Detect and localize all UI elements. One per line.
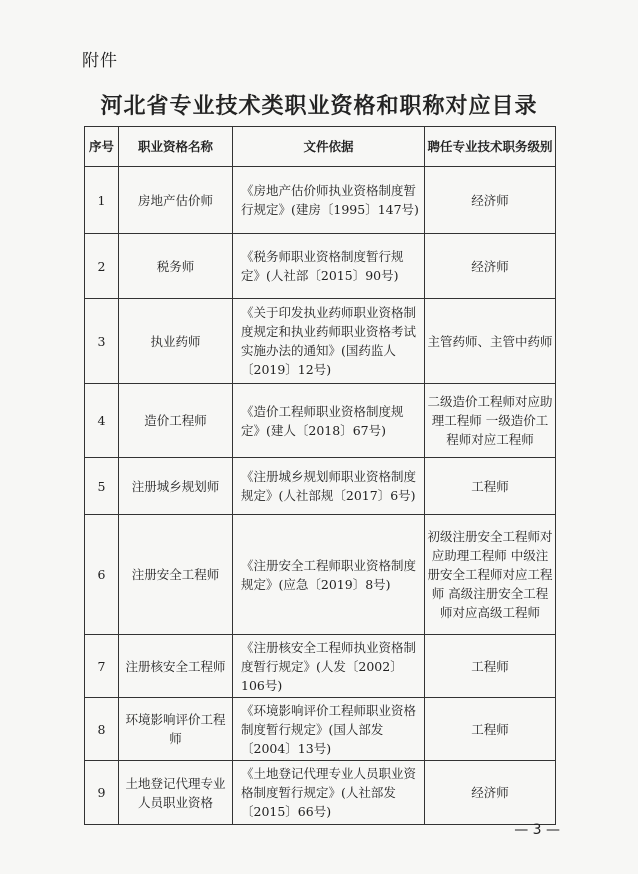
row-no: 6 [85,515,119,635]
row-doc: 《注册安全工程师职业资格制度规定》(应急〔2019〕8号) [233,515,425,635]
row-no: 1 [85,167,119,234]
header-no: 序号 [85,127,119,167]
table-row [85,234,556,299]
row-doc: 《环境影响评价工程师职业资格制度暂行规定》(国人部发〔2004〕13号) [233,698,425,761]
table-row [85,698,556,761]
row-doc: 《注册核安全工程师执业资格制度暂行规定》(人发〔2002〕106号) [233,635,425,698]
row-name: 注册安全工程师 [119,515,233,635]
row-no: 2 [85,234,119,299]
row-doc: 《关于印发执业药师职业资格制度规定和执业药师职业资格考试实施办法的通知》(国药监人〔2019〕12号) [233,299,425,384]
table-row [85,458,556,515]
header-name: 职业资格名称 [119,127,233,167]
row-name: 注册城乡规划师 [119,458,233,515]
row-name: 注册核安全工程师 [119,635,233,698]
table-header-row [85,127,556,167]
row-doc: 《税务师职业资格制度暂行规定》(人社部〔2015〕90号) [233,234,425,299]
row-doc: 《房地产估价师执业资格制度暂行规定》(建房〔1995〕147号) [233,167,425,234]
row-name: 环境影响评价工程师 [119,698,233,761]
table-row [85,635,556,698]
row-name: 税务师 [119,234,233,299]
row-doc: 《土地登记代理专业人员职业资格制度暂行规定》(人社部发〔2015〕66号) [233,761,425,825]
row-level: 初级注册安全工程师对应助理工程师 中级注册安全工程师对应工程师 高级注册安全工程师对应高级工程师 [425,515,556,635]
row-level: 二级造价工程师对应助理工程师 一级造价工程师对应工程师 [425,384,556,458]
row-level: 工程师 [425,635,556,698]
table-row [85,299,556,384]
table-row [85,384,556,458]
row-doc: 《注册城乡规划师职业资格制度规定》(人社部规〔2017〕6号) [233,458,425,515]
qualification-table [84,126,556,825]
row-no: 8 [85,698,119,761]
table-row [85,167,556,234]
table-row [85,515,556,635]
page-title: 河北省专业技术类职业资格和职称对应目录 [100,94,538,119]
row-name: 土地登记代理专业人员职业资格 [119,761,233,825]
row-level: 工程师 [425,698,556,761]
row-level: 经济师 [425,167,556,234]
header-level: 聘任专业技术职务级别 [425,127,556,167]
table-row [85,761,556,825]
row-name: 造价工程师 [119,384,233,458]
row-level: 经济师 [425,761,556,825]
row-no: 7 [85,635,119,698]
page-number: — 3 — [514,822,560,838]
row-no: 4 [85,384,119,458]
header-doc: 文件依据 [233,127,425,167]
row-doc: 《造价工程师职业资格制度规定》(建人〔2018〕67号) [233,384,425,458]
row-no: 5 [85,458,119,515]
row-no: 9 [85,761,119,825]
row-name: 房地产估价师 [119,167,233,234]
row-level: 工程师 [425,458,556,515]
row-no: 3 [85,299,119,384]
attachment-label: 附件 [82,51,118,71]
row-name: 执业药师 [119,299,233,384]
row-level: 经济师 [425,234,556,299]
row-level: 主管药师、主管中药师 [425,299,556,384]
